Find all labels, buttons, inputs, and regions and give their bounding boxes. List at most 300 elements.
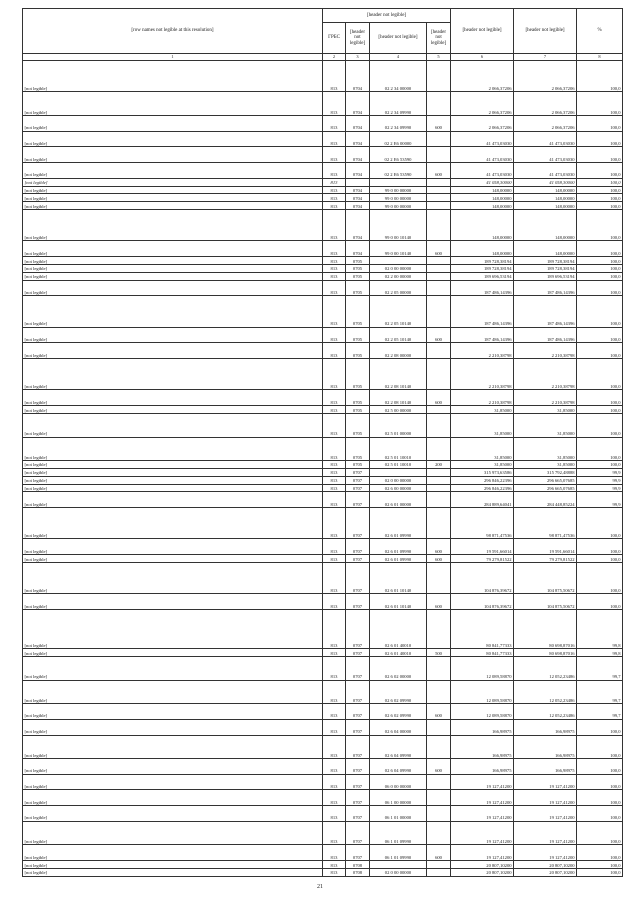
- row-razdel: 0707: [346, 735, 370, 759]
- row-vr: 600: [427, 555, 451, 563]
- row-cs: 02 2 08 00000: [370, 343, 427, 359]
- row-grbs: 813: [323, 115, 346, 131]
- row-percent: 100,0: [577, 327, 623, 343]
- row-cs: 02 0 00 00000: [370, 476, 427, 484]
- row-percent: 100,0: [577, 92, 623, 116]
- row-grbs: 813: [323, 264, 346, 272]
- row-plan: 189 728,38194: [451, 264, 514, 272]
- row-name: [not legible]: [23, 735, 323, 759]
- row-cs: [370, 178, 427, 186]
- row-percent: 100,0: [577, 343, 623, 359]
- row-percent: 100,0: [577, 359, 623, 390]
- row-cs: 02 6 04 09990: [370, 759, 427, 775]
- row-percent: 100,0: [577, 264, 623, 272]
- row-fact: 19 127,41200: [514, 845, 577, 861]
- row-fact: 315 792,48888: [514, 468, 577, 476]
- row-name: [not legible]: [23, 555, 323, 563]
- table-row: [23, 61, 623, 92]
- row-razdel: 0707: [346, 484, 370, 492]
- row-plan: 20 807,10200: [451, 861, 514, 869]
- row-grbs: 813: [323, 131, 346, 147]
- row-percent: 100,0: [577, 186, 623, 194]
- row-vr: 600: [427, 845, 451, 861]
- row-fact: 31,85000: [514, 437, 577, 461]
- row-vr: [427, 563, 451, 594]
- row-grbs: 813: [323, 461, 346, 469]
- row-grbs: 813: [323, 594, 346, 610]
- row-vr: [427, 194, 451, 202]
- row-percent: 100,0: [577, 759, 623, 775]
- row-razdel: 0705: [346, 272, 370, 280]
- row-name: [not legible]: [23, 790, 323, 806]
- table-row: [23, 327, 623, 343]
- row-percent: 100,0: [577, 868, 623, 876]
- row-plan: 12 089,58870: [451, 680, 514, 704]
- row-name: [not legible]: [23, 759, 323, 775]
- row-percent: 99,7: [577, 657, 623, 681]
- row-vr: [427, 680, 451, 704]
- row-razdel: 0705: [346, 413, 370, 437]
- row-fact: 2 210,38798: [514, 343, 577, 359]
- row-percent: 100,0: [577, 131, 623, 147]
- row-name: [not legible]: [23, 861, 323, 869]
- row-cs: 99 0 00 10140: [370, 210, 427, 241]
- row-vr: [427, 790, 451, 806]
- row-fact: 20 807,10200: [514, 868, 577, 876]
- row-plan: 187 486,14396: [451, 327, 514, 343]
- row-name: [not legible]: [23, 162, 323, 178]
- row-fact: 2 210,38798: [514, 390, 577, 406]
- row-fact: 79 279,81522: [514, 555, 577, 563]
- table-row: [23, 704, 623, 720]
- row-percent: 100,0: [577, 539, 623, 555]
- row-plan: 19 127,41200: [451, 845, 514, 861]
- row-vr: [427, 147, 451, 163]
- header-name: [row names not legible at this resolution]: [23, 9, 323, 54]
- row-plan: 189 696,53194: [451, 272, 514, 280]
- row-razdel: 0707: [346, 680, 370, 704]
- row-grbs: 813: [323, 257, 346, 265]
- table-row: [23, 162, 623, 178]
- row-grbs: 813: [323, 719, 346, 735]
- row-name: [not legible]: [23, 868, 323, 876]
- row-grbs: 813: [323, 280, 346, 296]
- row-fact: 189 696,53194: [514, 272, 577, 280]
- col-number: 8: [577, 54, 623, 61]
- table-row: [23, 131, 623, 147]
- header-percent: %: [577, 9, 623, 54]
- row-plan: 20 807,10200: [451, 868, 514, 876]
- row-vr: [427, 178, 451, 186]
- table-row: [23, 264, 623, 272]
- header-row-1: [23, 9, 623, 23]
- row-fact: 19 127,41200: [514, 806, 577, 822]
- row-name: [not legible]: [23, 719, 323, 735]
- row-plan: 31,85000: [451, 406, 514, 414]
- row-fact: 148,00000: [514, 186, 577, 194]
- row-percent: 99,9: [577, 484, 623, 492]
- row-razdel: 0707: [346, 759, 370, 775]
- row-name: [not legible]: [23, 241, 323, 257]
- row-razdel: 0704: [346, 186, 370, 194]
- row-cs: 02 6 01 09990: [370, 555, 427, 563]
- row-plan: 148,00000: [451, 202, 514, 210]
- col-number: 5: [427, 54, 451, 61]
- row-grbs: 813: [323, 178, 346, 186]
- row-grbs: 813: [323, 806, 346, 822]
- row-percent: 100,0: [577, 437, 623, 461]
- row-grbs: 813: [323, 563, 346, 594]
- row-name: [not legible]: [23, 806, 323, 822]
- row-cs: 02 2 34 09990: [370, 92, 427, 116]
- row-grbs: 813: [323, 774, 346, 790]
- row-vr: 600: [427, 759, 451, 775]
- row-vr: [427, 476, 451, 484]
- row-cs: 02 2 E6 53590: [370, 147, 427, 163]
- header-code-group: [header not legible]: [323, 9, 451, 23]
- row-cs: 06 0 00 00000: [370, 774, 427, 790]
- row-percent: 100,0: [577, 719, 623, 735]
- row-cs: 02 6 02 09990: [370, 704, 427, 720]
- row-fact: 2 066,37206: [514, 61, 577, 92]
- row-cs: 99 0 00 00000: [370, 202, 427, 210]
- row-fact: 19 127,41200: [514, 774, 577, 790]
- table-row: [23, 680, 623, 704]
- row-razdel: 0708: [346, 861, 370, 869]
- row-plan: 12 089,58870: [451, 704, 514, 720]
- row-razdel: 0705: [346, 327, 370, 343]
- table-row: [23, 657, 623, 681]
- row-plan: 148,00000: [451, 210, 514, 241]
- row-cs: [370, 861, 427, 869]
- row-razdel: 0704: [346, 241, 370, 257]
- row-razdel: 0707: [346, 492, 370, 508]
- row-fact: 104 875,50672: [514, 594, 577, 610]
- table-row: [23, 555, 623, 563]
- row-percent: 100,0: [577, 390, 623, 406]
- row-fact: 189 728,38194: [514, 257, 577, 265]
- row-vr: [427, 210, 451, 241]
- table-row: [23, 649, 623, 657]
- row-plan: 2 066,37206: [451, 92, 514, 116]
- row-fact: 166,98975: [514, 719, 577, 735]
- row-plan: 80 841,77333: [451, 649, 514, 657]
- row-name: [not legible]: [23, 343, 323, 359]
- row-plan: 166,98975: [451, 735, 514, 759]
- table-row: [23, 194, 623, 202]
- row-plan: 2 210,38798: [451, 343, 514, 359]
- row-razdel: 0707: [346, 594, 370, 610]
- row-grbs: 813: [323, 194, 346, 202]
- row-name: [not legible]: [23, 61, 323, 92]
- table-row: [23, 508, 623, 539]
- row-cs: 02 2 34 09990: [370, 115, 427, 131]
- row-percent: 100,0: [577, 821, 623, 845]
- row-plan: 296 846,22396: [451, 476, 514, 484]
- table-row: [23, 492, 623, 508]
- row-percent: 100,0: [577, 178, 623, 186]
- row-percent: 100,0: [577, 406, 623, 414]
- row-fact: 2 210,38798: [514, 359, 577, 390]
- row-razdel: 0707: [346, 790, 370, 806]
- row-cs: 02 2 E6 00000: [370, 131, 427, 147]
- row-cs: 06 1 00 00000: [370, 790, 427, 806]
- table-row: [23, 147, 623, 163]
- table-row: [23, 115, 623, 131]
- row-razdel: 0705: [346, 461, 370, 469]
- table-row: [23, 539, 623, 555]
- col-number: 6: [451, 54, 514, 61]
- row-fact: 187 486,14396: [514, 296, 577, 327]
- row-grbs: 813: [323, 413, 346, 437]
- row-percent: 100,0: [577, 594, 623, 610]
- row-grbs: 813: [323, 539, 346, 555]
- header-cs: [header not legible]: [370, 23, 427, 54]
- row-grbs: 813: [323, 406, 346, 414]
- row-plan: 2 066,37206: [451, 115, 514, 131]
- row-cs: 02 6 02 00000: [370, 657, 427, 681]
- row-plan: 98 871,47536: [451, 508, 514, 539]
- table-row: [23, 610, 623, 649]
- row-vr: 600: [427, 327, 451, 343]
- row-name: [not legible]: [23, 390, 323, 406]
- row-grbs: 813: [323, 343, 346, 359]
- row-percent: 100,0: [577, 147, 623, 163]
- row-razdel: 0707: [346, 774, 370, 790]
- row-percent: 99,7: [577, 704, 623, 720]
- row-fact: 41 473,03030: [514, 147, 577, 163]
- row-name: [not legible]: [23, 210, 323, 241]
- table-row: [23, 461, 623, 469]
- row-cs: 02 6 01 09990: [370, 508, 427, 539]
- row-vr: [427, 272, 451, 280]
- row-fact: 12 052,23486: [514, 704, 577, 720]
- row-plan: 31,85000: [451, 461, 514, 469]
- table-row: [23, 759, 623, 775]
- col-number: 1: [23, 54, 323, 61]
- row-vr: [427, 92, 451, 116]
- row-fact: 166,98975: [514, 759, 577, 775]
- row-vr: [427, 343, 451, 359]
- header-razdel: [header not legible]: [346, 23, 370, 54]
- row-razdel: 0704: [346, 92, 370, 116]
- row-razdel: 0704: [346, 194, 370, 202]
- row-vr: 500: [427, 649, 451, 657]
- row-grbs: 813: [323, 296, 346, 327]
- col-number: 7: [514, 54, 577, 61]
- row-fact: 31,85000: [514, 461, 577, 469]
- row-fact: 12 052,23486: [514, 657, 577, 681]
- row-plan: 19 127,41200: [451, 821, 514, 845]
- row-razdel: 0707: [346, 508, 370, 539]
- row-plan: 166,98975: [451, 719, 514, 735]
- row-razdel: 0705: [346, 437, 370, 461]
- row-name: [not legible]: [23, 657, 323, 681]
- table-row: [23, 484, 623, 492]
- row-fact: 20 807,10200: [514, 861, 577, 869]
- row-vr: [427, 131, 451, 147]
- row-fact: 189 728,38194: [514, 264, 577, 272]
- col-number: 4: [370, 54, 427, 61]
- row-name: [not legible]: [23, 272, 323, 280]
- row-percent: 100,0: [577, 202, 623, 210]
- row-name: [not legible]: [23, 406, 323, 414]
- row-name: [not legible]: [23, 539, 323, 555]
- row-plan: 19 127,41200: [451, 790, 514, 806]
- row-razdel: 0707: [346, 539, 370, 555]
- header-fact: [header not legible]: [514, 9, 577, 54]
- row-percent: 99,7: [577, 680, 623, 704]
- row-grbs: 813: [323, 845, 346, 861]
- table-row: [23, 594, 623, 610]
- row-name: [not legible]: [23, 704, 323, 720]
- row-grbs: 813: [323, 92, 346, 116]
- row-name: [not legible]: [23, 476, 323, 484]
- header-plan: [header not legible]: [451, 9, 514, 54]
- row-name: [not legible]: [23, 774, 323, 790]
- row-grbs: 813: [323, 186, 346, 194]
- row-razdel: 0704: [346, 115, 370, 131]
- row-name: [not legible]: [23, 649, 323, 657]
- row-razdel: 0705: [346, 343, 370, 359]
- row-grbs: 813: [323, 61, 346, 92]
- row-fact: 31,85000: [514, 413, 577, 437]
- row-fact: 187 486,14396: [514, 327, 577, 343]
- row-fact: 31,85000: [514, 406, 577, 414]
- row-vr: [427, 202, 451, 210]
- column-number-row: [23, 54, 623, 61]
- row-cs: [370, 257, 427, 265]
- row-vr: 600: [427, 539, 451, 555]
- row-plan: 104 876,39672: [451, 563, 514, 594]
- row-fact: 148,00000: [514, 194, 577, 202]
- row-grbs: 813: [323, 210, 346, 241]
- row-name: [not legible]: [23, 92, 323, 116]
- row-cs: 99 0 00 10140: [370, 241, 427, 257]
- table-row: [23, 774, 623, 790]
- row-cs: 02 2 08 10140: [370, 359, 427, 390]
- row-razdel: 0707: [346, 468, 370, 476]
- row-name: [not legible]: [23, 115, 323, 131]
- row-grbs: 813: [323, 555, 346, 563]
- row-fact: 166,98975: [514, 735, 577, 759]
- table-row: [23, 272, 623, 280]
- row-name: [not legible]: [23, 492, 323, 508]
- row-razdel: 0708: [346, 868, 370, 876]
- row-plan: 41 473,03030: [451, 162, 514, 178]
- row-grbs: 813: [323, 359, 346, 390]
- row-razdel: 0705: [346, 359, 370, 390]
- col-number: 2: [323, 54, 346, 61]
- row-razdel: 0705: [346, 257, 370, 265]
- row-plan: 12 089,58870: [451, 657, 514, 681]
- row-name: [not legible]: [23, 508, 323, 539]
- row-grbs: 813: [323, 468, 346, 476]
- row-fact: 80 698,87016: [514, 610, 577, 649]
- table-row: [23, 186, 623, 194]
- row-fact: 148,00000: [514, 241, 577, 257]
- row-cs: 02 6 04 00000: [370, 719, 427, 735]
- row-fact: 19 127,41200: [514, 790, 577, 806]
- col-number: 3: [346, 54, 370, 61]
- row-cs: 02 6 04 09990: [370, 735, 427, 759]
- row-name: [not legible]: [23, 186, 323, 194]
- row-razdel: 0705: [346, 264, 370, 272]
- row-cs: 02 2 05 10140: [370, 296, 427, 327]
- budget-table: [22, 8, 623, 877]
- row-name: [not legible]: [23, 257, 323, 265]
- table-row: [23, 476, 623, 484]
- row-name: [not legible]: [23, 413, 323, 437]
- row-plan: 296 846,22396: [451, 484, 514, 492]
- row-cs: 02 0 00 00000: [370, 868, 427, 876]
- row-percent: 100,0: [577, 241, 623, 257]
- row-grbs: 813: [323, 241, 346, 257]
- row-vr: [427, 508, 451, 539]
- row-cs: 99 0 00 00000: [370, 194, 427, 202]
- row-plan: 166,98975: [451, 759, 514, 775]
- row-cs: 02 5 01 00000: [370, 413, 427, 437]
- row-cs: 02 2 05 00000: [370, 280, 427, 296]
- row-vr: [427, 657, 451, 681]
- row-plan: 104 876,39672: [451, 594, 514, 610]
- row-name: [not legible]: [23, 202, 323, 210]
- row-cs: 02 6 01 10140: [370, 594, 427, 610]
- row-name: [not legible]: [23, 194, 323, 202]
- document-page: [22, 8, 622, 877]
- row-razdel: 0707: [346, 610, 370, 649]
- row-fact: 148,00000: [514, 202, 577, 210]
- row-percent: 100,0: [577, 194, 623, 202]
- row-plan: 148,00000: [451, 186, 514, 194]
- table-row: [23, 343, 623, 359]
- row-grbs: 813: [323, 868, 346, 876]
- row-razdel: 0707: [346, 704, 370, 720]
- row-percent: 99,8: [577, 610, 623, 649]
- table-row: [23, 406, 623, 414]
- row-plan: 284 889,64041: [451, 492, 514, 508]
- row-vr: 600: [427, 115, 451, 131]
- row-name: [not legible]: [23, 296, 323, 327]
- row-plan: 31,85000: [451, 437, 514, 461]
- row-vr: 600: [427, 390, 451, 406]
- table-row: [23, 468, 623, 476]
- table-row: [23, 413, 623, 437]
- row-name: [not legible]: [23, 178, 323, 186]
- row-cs: 02 0 00 00000: [370, 264, 427, 272]
- row-name: [not legible]: [23, 359, 323, 390]
- row-name: [not legible]: [23, 610, 323, 649]
- row-name: [not legible]: [23, 147, 323, 163]
- row-vr: [427, 359, 451, 390]
- row-name: [not legible]: [23, 821, 323, 845]
- row-fact: 19 591,66014: [514, 539, 577, 555]
- row-grbs: 813: [323, 508, 346, 539]
- row-vr: [427, 735, 451, 759]
- row-percent: 100,0: [577, 413, 623, 437]
- row-vr: [427, 186, 451, 194]
- row-fact: 2 066,37206: [514, 115, 577, 131]
- row-cs: 06 1 01 00000: [370, 806, 427, 822]
- row-grbs: 813: [323, 610, 346, 649]
- row-plan: 2 066,37206: [451, 61, 514, 92]
- table-row: [23, 280, 623, 296]
- row-razdel: 0705: [346, 406, 370, 414]
- row-plan: 148,00000: [451, 194, 514, 202]
- row-grbs: 813: [323, 476, 346, 484]
- row-name: [not legible]: [23, 280, 323, 296]
- row-fact: 187 486,14396: [514, 280, 577, 296]
